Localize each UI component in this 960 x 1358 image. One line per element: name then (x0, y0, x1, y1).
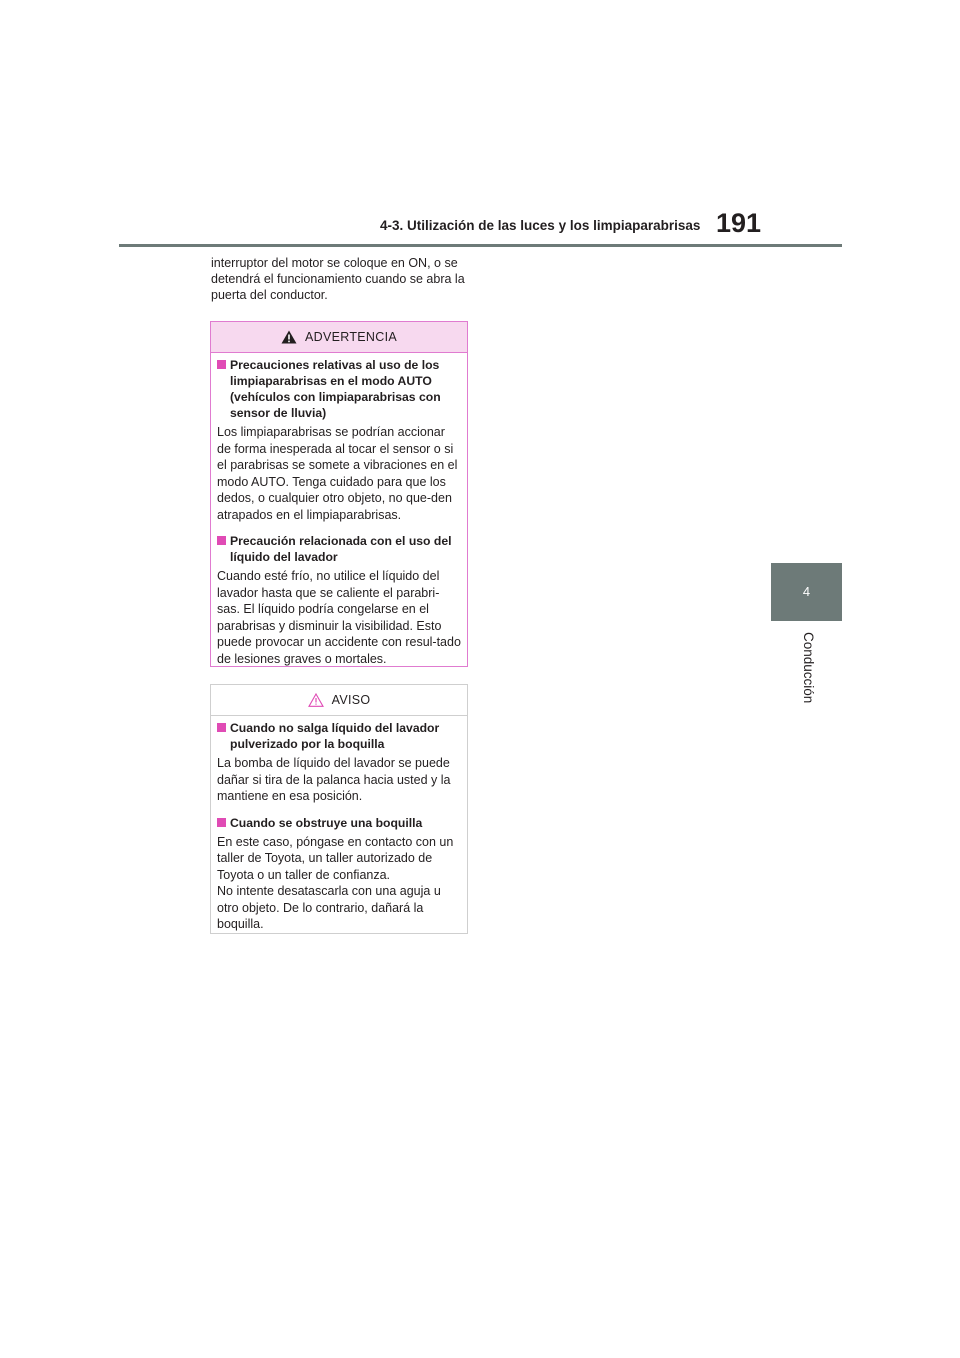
warning-triangle-icon (281, 330, 297, 344)
notice-title: AVISO (331, 693, 371, 707)
square-bullet-icon (217, 360, 226, 369)
notice-item-heading (217, 815, 461, 831)
warning-item-heading-text: Precauciones relativas al uso de los limpiaparabrisas en el modo AUTO (vehículos con limpiaparabrisas con sensor de lluvia) (230, 358, 441, 420)
notice-item-text: La bomba de líquido del lavador se puede dañar si tira de la palanca hacia usted y la mantiene en esa posición. (217, 756, 451, 803)
square-bullet-icon (217, 818, 226, 827)
notice-item-heading (217, 720, 461, 752)
square-bullet-icon (217, 536, 226, 545)
notice-header (211, 685, 467, 716)
caution-triangle-outline-icon (308, 693, 324, 707)
chapter-label: Conducción (801, 632, 816, 704)
notice-body (211, 716, 467, 933)
warning-body (211, 353, 467, 667)
warning-item-heading-text: Precaución relacionada con el uso del líquido del lavador (230, 534, 452, 564)
chapter-tab: 4 (771, 563, 842, 621)
intro-paragraph: interruptor del motor se coloque en ON, o se detendrá el funcionamiento cuando se abra la puerta del conductor. (211, 256, 465, 302)
warning-item-text: Los limpiaparabrisas se podrían accionar de forma inesperada al tocar el sensor o si el parabrisas se somete a vibraciones en el modo AUTO. Tenga cuidado para que los dedos, o cualquier otro objeto, no que-den atrapados en el limpiaparabrisas. (217, 425, 458, 522)
warning-item-text: Cuando esté frío, no utilice el líquido del lavador hasta que se caliente el parabri-sas. El líquido podría congelarse en el parabrisas y disminuir la visibilidad. Esto puede provocar un accidente con resul-tado de lesiones graves o mortales. (217, 569, 461, 666)
warning-header (211, 322, 467, 353)
notice-item-text: En este caso, póngase en contacto con un taller de Toyota, un taller autorizado de Toyota o un taller de confianza. No intente desatascarla con una aguja u otro objeto. De lo contrario, dañará la boquilla. (217, 834, 454, 931)
page-number: 191 (716, 208, 762, 238)
square-bullet-icon (217, 723, 226, 732)
warning-item-heading (217, 357, 461, 421)
warning-item-heading (217, 533, 461, 565)
notice-item-heading-text: Cuando no salga líquido del lavador pulverizado por la boquilla (230, 721, 440, 751)
section-title: 4-3. Utilización de las luces y los limpiaparabrisas (380, 218, 701, 233)
header-rule (119, 244, 842, 247)
warning-box (210, 321, 468, 667)
warning-title: ADVERTENCIA (305, 330, 397, 344)
notice-box (210, 684, 468, 934)
notice-item-heading-text: Cuando se obstruye una boquilla (230, 815, 423, 830)
